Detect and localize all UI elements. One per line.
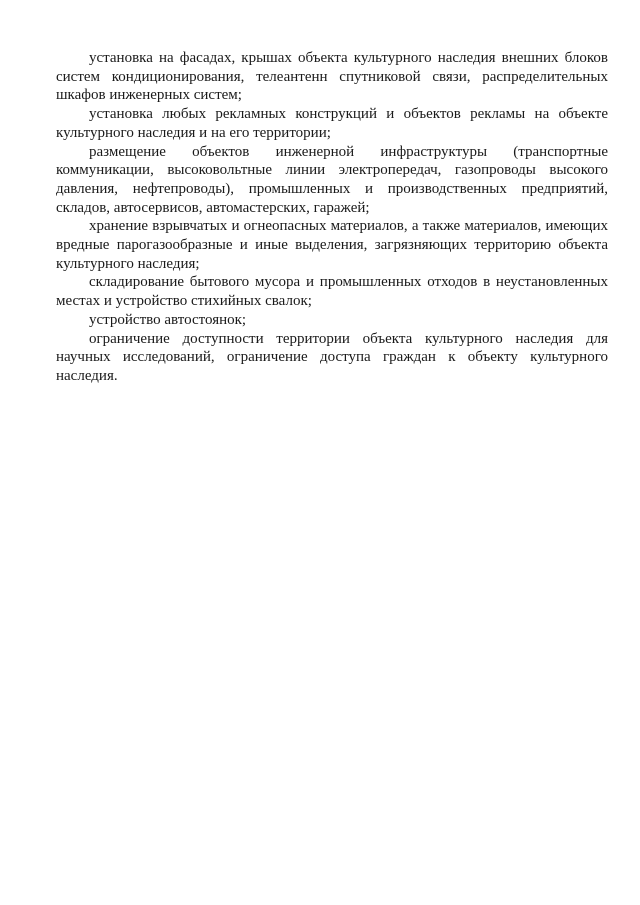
- document-body: [56, 49, 608, 386]
- paragraph-advertising: установка любых рекламных конструкций и объектов рекламы на объекте культурного наследия и на его территории;: [56, 106, 608, 141]
- paragraph-waste-storage: складирование бытового мусора и промышленных отходов в неустановленных местах и устройство стихийных свалок;: [56, 274, 608, 310]
- paragraph-parking: устройство автостоянок;: [89, 311, 247, 328]
- paragraph-infrastructure: размещение объектов инженерной инфраструктуры (транспортные коммуникации, высоковольтные линии электропередач, газопроводы высокого давления, нефтепроводы), промышленных и производственных предприятий, складов, автосервисов, автомастерских, гаражей;: [56, 143, 608, 216]
- paragraph-access-restriction: ограничение доступности территории объекта культурного наследия для научных исследований, ограничение доступа граждан к объекту культурного наследия.: [56, 330, 608, 384]
- paragraph-hazardous-materials: хранение взрывчатых и огнеопасных материалов, а также материалов, имеющих вредные парогазообразные и иные выделения, загрязняющих территорию объекта культурного наследия;: [56, 218, 608, 272]
- paragraph-facade-equipment: установка на фасадах, крышах объекта культурного наследия внешних блоков систем кондиционирования, телеантенн спутниковой связи, распределительных шкафов инженерных систем;: [56, 50, 608, 104]
